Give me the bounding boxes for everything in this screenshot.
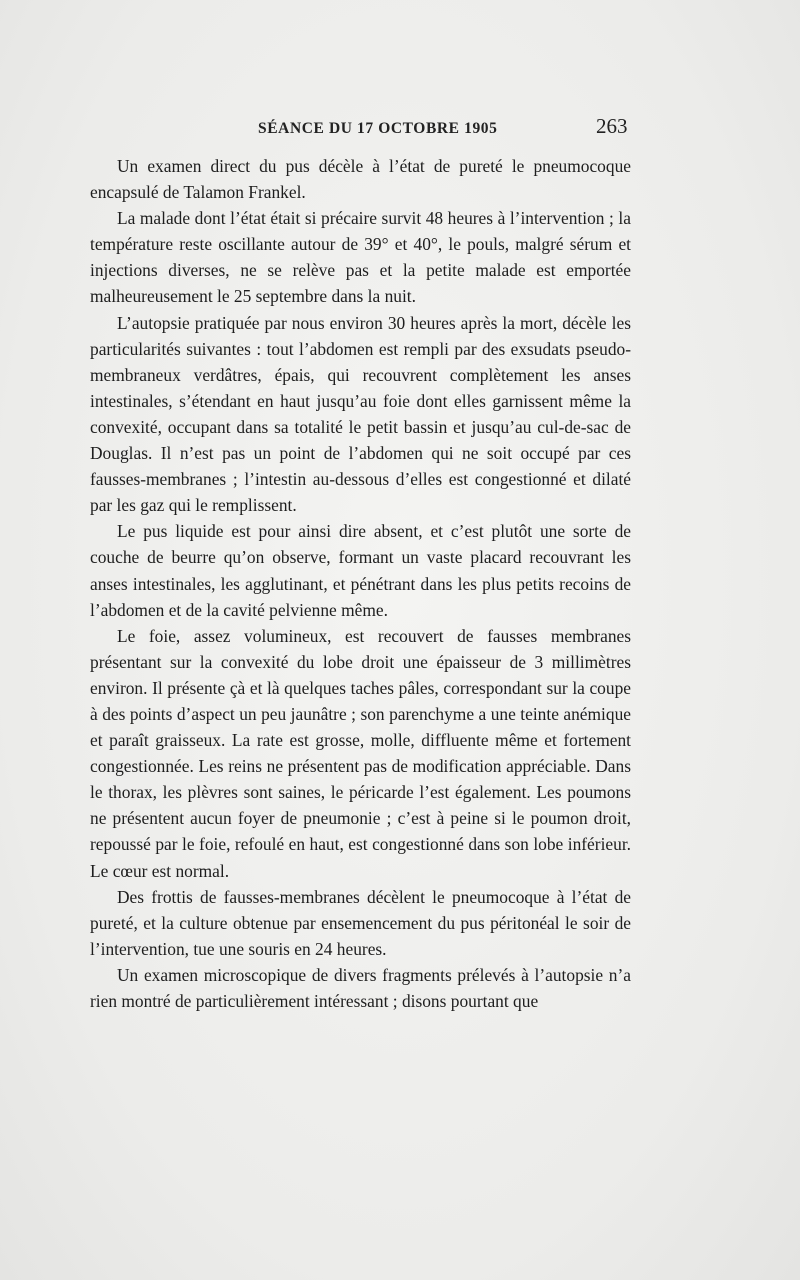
paragraph-1: Un examen direct du pus décèle à l’état de pureté le pneumocoque encapsulé de Talamon Frankel. xyxy=(90,156,631,203)
paragraph-3: L’autopsie pratiquée par nous environ 30 heures après la mort, décèle les particularités suivantes : tout l’abdomen est rempli par des exsudats pseudo-membraneux verdâtres, épais, qui recouvrent complètement les anses intestinales, s’étendant en haut jusqu’au foie dont elles garnissent même la convexité, occupant dans sa totalité le petit bassin et jusqu’au cul-de-sac de Douglas. Il n’est pas un point de l’abdomen qui ne soit occupé par ces fausses-membranes ; l’intestin au-dessous d’elles est congestionné et dilaté par les gaz qui le remplissent. xyxy=(90,312,631,516)
body-text xyxy=(90,153,631,1014)
paragraph-5: Le foie, assez volumineux, est recouvert de fausses membranes présentant sur la convexité du lobe droit une épaisseur de 3 millimètres environ. Il présente çà et là quelques taches pâles, correspondant sur la coupe à des points d’aspect un peu jaunâtre ; son parenchyme a une teinte anémique et paraît graisseux. La rate est grosse, molle, diffluente même et fortement congestionnée. Les reins ne présentent pas de modification appréciable. Dans le thorax, les plèvres sont saines, le péricarde l’est également. Les poumons ne présentent aucun foyer de pneumonie ; c’est à peine si le poumon droit, repoussé par le foie, refoulé en haut, est congestionné dans son lobe inférieur. Le cœur est normal. xyxy=(90,625,631,881)
paragraph-2: La malade dont l’état était si précaire survit 48 heures à l’intervention ; la température reste oscillante autour de 39° et 40°, le pouls, malgré sérum et injections diverses, ne se relève pas et la petite malade est emportée malheureusement le 25 septembre dans la nuit. xyxy=(90,208,631,307)
paragraph-4: Le pus liquide est pour ainsi dire absent, et c’est plutôt une sorte de couche de beurre qu’on observe, formant un vaste placard recouvrant les anses intestinales, les agglutinant, et pénétrant dans les plus petits recoins de l’abdomen et de la cavité pelvienne même. xyxy=(90,521,631,620)
running-head: SÉANCE DU 17 OCTOBRE 1905 xyxy=(258,120,498,137)
page-number: 263 xyxy=(596,114,628,138)
paragraph-6: Des frottis de fausses-membranes décèlent le pneumocoque à l’état de pureté, et la culture obtenue par ensemencement du pus péritonéal le soir de l’intervention, tue une souris en 24 heures. xyxy=(90,886,631,959)
paragraph-7: Un examen microscopique de divers fragments prélevés à l’autopsie n’a rien montré de particulièrement intéressant ; disons pourtant que xyxy=(90,964,631,1011)
